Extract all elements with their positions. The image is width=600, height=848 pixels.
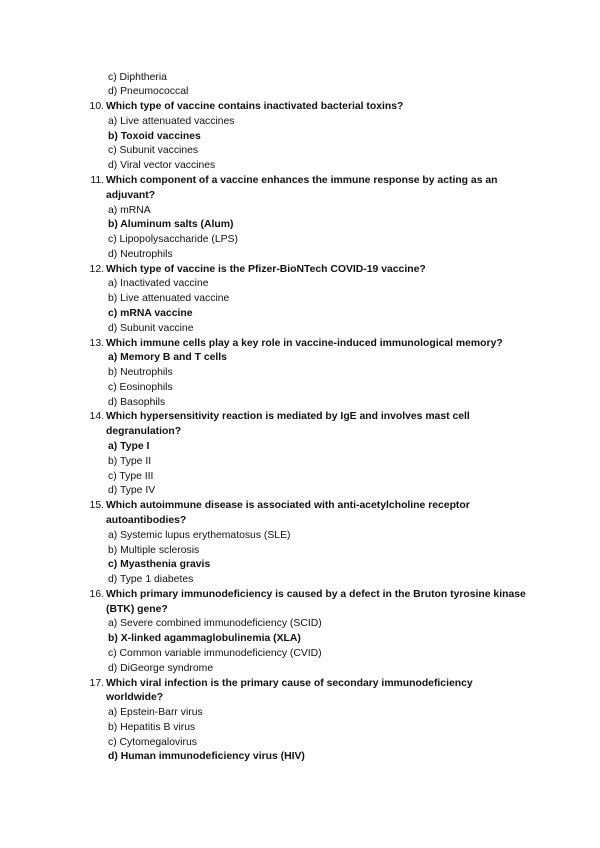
answer-option: b) Live attenuated vaccine bbox=[108, 293, 230, 305]
answer-option: a) Inactivated vaccine bbox=[108, 278, 209, 290]
question-row bbox=[0, 100, 560, 115]
question-block bbox=[0, 588, 560, 677]
question-number: 10. bbox=[89, 101, 104, 113]
correct-answer-option: a) Type I bbox=[108, 441, 150, 453]
question-number: 16. bbox=[89, 588, 104, 600]
question-row bbox=[0, 677, 560, 707]
question-row bbox=[0, 499, 560, 529]
correct-answer-option: d) Human immunodeficiency virus (HIV) bbox=[108, 751, 305, 763]
answer-option: c) Eosinophils bbox=[108, 381, 173, 393]
answer-option: d) Type 1 diabetes bbox=[108, 574, 194, 586]
question-number: 11. bbox=[90, 174, 104, 186]
question-row bbox=[0, 337, 560, 352]
question-text: Which type of vaccine is the Pfizer-BioNTech COVID-19 vaccine? bbox=[106, 263, 426, 275]
question-block bbox=[0, 410, 560, 499]
question-row bbox=[0, 410, 560, 440]
question-text: Which primary immunodeficiency is caused by a defect in the Bruton tyrosine kinase (BTK) gene? bbox=[106, 588, 526, 615]
answer-option: d) Neutrophils bbox=[108, 248, 173, 260]
correct-answer-option: a) Memory B and T cells bbox=[108, 352, 227, 364]
answer-option: a) Live attenuated vaccines bbox=[108, 115, 235, 127]
answer-option: c) Type III bbox=[108, 470, 154, 482]
question-block bbox=[0, 677, 560, 766]
answer-option: d) Pneumococcal bbox=[108, 86, 189, 98]
answer-option: d) Subunit vaccine bbox=[108, 322, 194, 334]
answer-option: c) Cytomegalovirus bbox=[108, 736, 197, 748]
correct-answer-option: b) Aluminum salts (Alum) bbox=[108, 219, 234, 231]
answer-option: a) Epstein-Barr virus bbox=[108, 707, 203, 719]
question-block bbox=[0, 263, 560, 337]
question-text: Which immune cells play a key role in vaccine-induced immunological memory? bbox=[106, 337, 503, 349]
question-block bbox=[0, 100, 560, 174]
answer-option: a) Severe combined immunodeficiency (SCID) bbox=[108, 618, 322, 630]
answer-option: c) Lipopolysaccharide (LPS) bbox=[108, 234, 238, 246]
question-number: 12. bbox=[89, 263, 104, 275]
question-number: 14. bbox=[89, 411, 104, 423]
answer-option: d) DiGeorge syndrome bbox=[108, 662, 214, 674]
question-text: Which type of vaccine contains inactivated bacterial toxins? bbox=[106, 101, 404, 113]
answer-option: d) Viral vector vaccines bbox=[108, 160, 216, 172]
answer-option: d) Type IV bbox=[108, 485, 156, 497]
correct-answer-option: c) mRNA vaccine bbox=[108, 308, 193, 319]
question-row bbox=[0, 588, 560, 618]
answer-option: c) Diphtheria bbox=[108, 71, 167, 83]
question-number: 17. bbox=[89, 677, 104, 689]
answer-option: b) Hepatitis B virus bbox=[108, 721, 196, 733]
question-row bbox=[0, 174, 560, 204]
question-block bbox=[0, 174, 560, 263]
question-text: Which viral infection is the primary cause of secondary immunodeficiency worldwide? bbox=[106, 677, 473, 704]
question-row bbox=[0, 263, 560, 278]
answer-option: a) Systemic lupus erythematosus (SLE) bbox=[108, 529, 291, 541]
question-text: Which hypersensitivity reaction is mediated by IgE and involves mast cell degranulation? bbox=[106, 411, 470, 438]
correct-answer-option: c) Myasthenia gravis bbox=[108, 559, 211, 571]
question-block bbox=[0, 499, 560, 588]
answer-option: b) Type II bbox=[108, 455, 152, 467]
question-number: 13. bbox=[89, 337, 104, 349]
answer-option: b) Multiple sclerosis bbox=[108, 544, 200, 556]
question-number: 15. bbox=[89, 500, 104, 512]
answer-option: c) Common variable immunodeficiency (CVID) bbox=[108, 647, 322, 659]
question-text: Which component of a vaccine enhances the immune response by acting as an adjuvant? bbox=[106, 174, 498, 201]
answer-option: c) Subunit vaccines bbox=[108, 145, 199, 157]
answer-option: d) Basophils bbox=[108, 396, 166, 408]
question-text: Which autoimmune disease is associated with anti-acetylcholine receptor autoantibodies? bbox=[106, 500, 470, 526]
correct-answer-option: b) Toxoid vaccines bbox=[108, 130, 201, 142]
answer-option: a) mRNA bbox=[108, 204, 151, 216]
question-block bbox=[0, 337, 560, 411]
answer-option: b) Neutrophils bbox=[108, 367, 173, 379]
correct-answer-option: b) X-linked agammaglobulinemia (XLA) bbox=[108, 633, 301, 645]
